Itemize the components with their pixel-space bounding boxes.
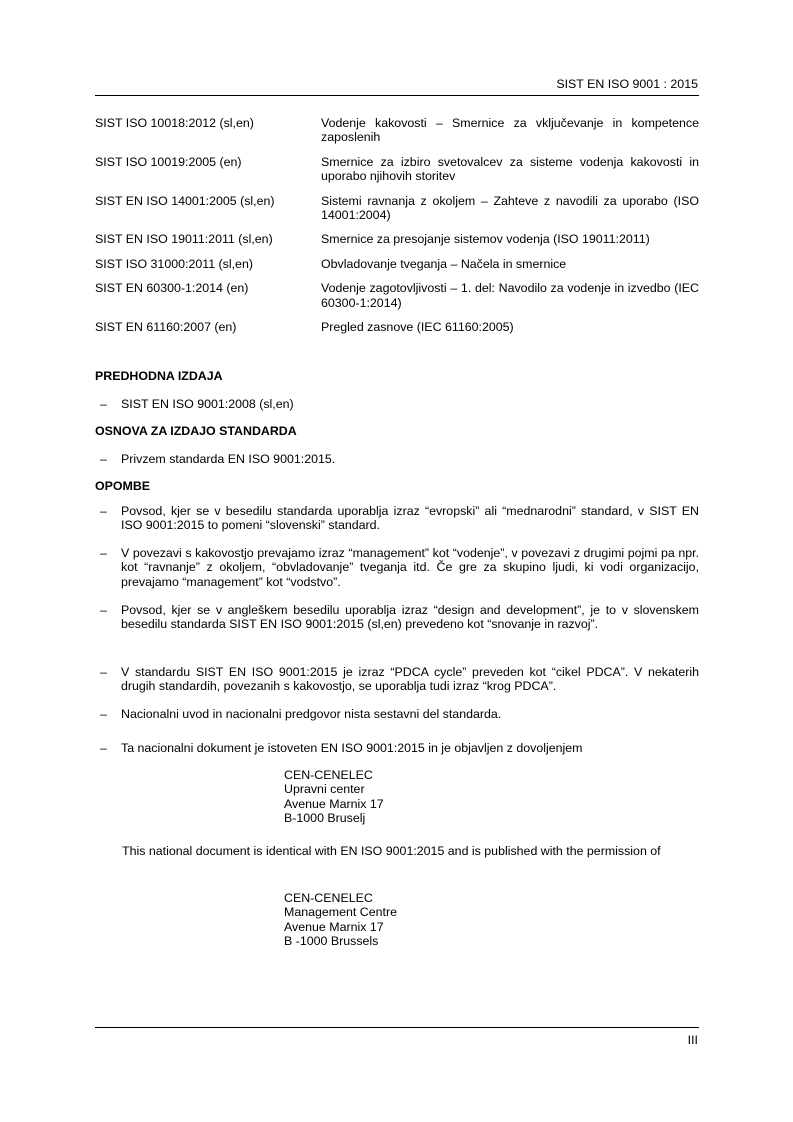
section-heading-basis: OSNOVA ZA IZDAJO STANDARDA	[95, 424, 297, 438]
list-item-text: SIST EN ISO 9001:2008 (sl,en)	[121, 397, 294, 411]
bullet-dash: –	[100, 707, 107, 721]
reference-list	[95, 116, 699, 344]
reference-title: Sistemi ravnanja z okoljem – Zahteve z navodili za uporabo (ISO 14001:2004)	[321, 193, 699, 223]
section-heading-notes: OPOMBE	[95, 479, 151, 493]
page-number: III	[687, 1033, 698, 1047]
reference-title: Obvladovanje tveganja – Načela in smernice	[321, 256, 567, 271]
address-line: Avenue Marnix 17	[284, 796, 384, 811]
list-item-text: V povezavi s kakovostjo prevajamo izraz “management” kot “vodenje”, v povezavi z drugimi pojmi pa npr. kot “ravnanje” z okoljem, “obvladovanje” tveganja itd. Če gre za skupino ljudi, ki vodi organizacijo, prevajamo “management” kot “vodstvo”.	[121, 546, 699, 589]
reference-code: SIST EN ISO 14001:2005 (sl,en)	[95, 193, 275, 208]
reference-row	[95, 257, 699, 271]
list-item-text: V standardu SIST EN ISO 9001:2015 je izraz “PDCA cycle” preveden kot “cikel PDCA”. V nekaterih drugih standardih, povezanih s kakovostjo, se uporablja tudi izraz “krog PDCA”.	[121, 665, 699, 694]
permission-text: This national document is identical with EN ISO 9001:2015 and is published with the permission of	[122, 844, 661, 858]
address-line: CEN-CENELEC	[284, 768, 373, 782]
list-item-text: Povsod, kjer se v angleškem besedilu uporablja izraz “design and development”, je to v slovenskem besedilu standarda SIST EN ISO 9001:2015 (sl,en) prevedeno kot “snovanje in razvoj”.	[121, 603, 699, 632]
list-item	[95, 546, 699, 589]
reference-code: SIST ISO 31000:2011 (sl,en)	[95, 256, 253, 271]
reference-row	[95, 155, 699, 184]
bullet-dash: –	[100, 397, 107, 411]
reference-row	[95, 194, 699, 223]
reference-code: SIST EN ISO 19011:2011 (sl,en)	[95, 232, 273, 247]
bullet-dash: –	[100, 665, 107, 679]
bullet-dash: –	[100, 603, 107, 617]
list-item	[95, 603, 699, 632]
address-line: Avenue Marnix 17	[284, 919, 384, 934]
address-line: CEN-CENELEC	[284, 891, 373, 905]
reference-title: Vodenje zagotovljivosti – 1. del: Navodilo za vodenje in izvedbo (IEC 60300-1:2014)	[321, 281, 699, 310]
reference-title: Pregled zasnove (IEC 61160:2005)	[321, 320, 514, 335]
reference-row	[95, 320, 699, 334]
address-block-en	[284, 891, 397, 949]
section-heading-previous-edition: PREDHODNA IZDAJA	[95, 369, 223, 383]
list-item-text: Ta nacionalni dokument je istoveten EN ISO 9001:2015 in je objavljen z dovoljenjem	[121, 741, 583, 755]
list-item	[95, 452, 699, 466]
bullet-dash: –	[100, 452, 107, 466]
list-item-text: Nacionalni uvod in nacionalni predgovor nista sestavni del standarda.	[121, 707, 502, 721]
reference-code: SIST EN 60300-1:2014 (en)	[95, 281, 249, 296]
reference-code: SIST ISO 10018:2012 (sl,en)	[95, 116, 254, 130]
bullet-dash: –	[100, 546, 107, 560]
header-rule	[95, 95, 699, 96]
footer-rule	[95, 1027, 699, 1028]
bullet-dash: –	[100, 504, 107, 518]
list-item	[95, 665, 699, 694]
address-block-sl	[284, 768, 384, 826]
reference-row	[95, 232, 699, 246]
header-title: SIST EN ISO 9001 : 2015	[556, 77, 698, 91]
reference-title: Vodenje kakovosti – Smernice za vključevanje in kompetence zaposlenih	[321, 116, 699, 145]
address-line: B -1000 Brussels	[284, 934, 379, 949]
list-item	[95, 397, 699, 411]
address-line: B-1000 Bruselj	[284, 811, 366, 826]
reference-title: Smernice za izbiro svetovalcev za sisteme vodenja kakovosti in uporabo njihovih storitev	[321, 154, 699, 184]
list-item-text: Povsod, kjer se v besedilu standarda uporablja izraz “evropski” ali “mednarodni” standard, v SIST EN ISO 9001:2015 to pomeni “slovenski” standard.	[121, 504, 699, 533]
list-item	[95, 504, 699, 533]
reference-code: SIST ISO 10019:2005 (en)	[95, 154, 242, 169]
reference-row	[95, 281, 699, 310]
list-item-text: Privzem standarda EN ISO 9001:2015.	[121, 452, 336, 466]
address-line: Upravni center	[284, 782, 365, 797]
address-line: Management Centre	[284, 905, 397, 920]
reference-row	[95, 116, 699, 145]
list-item	[95, 707, 699, 721]
reference-code: SIST EN 61160:2007 (en)	[95, 320, 237, 335]
bullet-dash: –	[100, 741, 107, 755]
list-item	[95, 741, 699, 755]
reference-title: Smernice za presojanje sistemov vodenja (ISO 19011:2011)	[321, 232, 650, 247]
